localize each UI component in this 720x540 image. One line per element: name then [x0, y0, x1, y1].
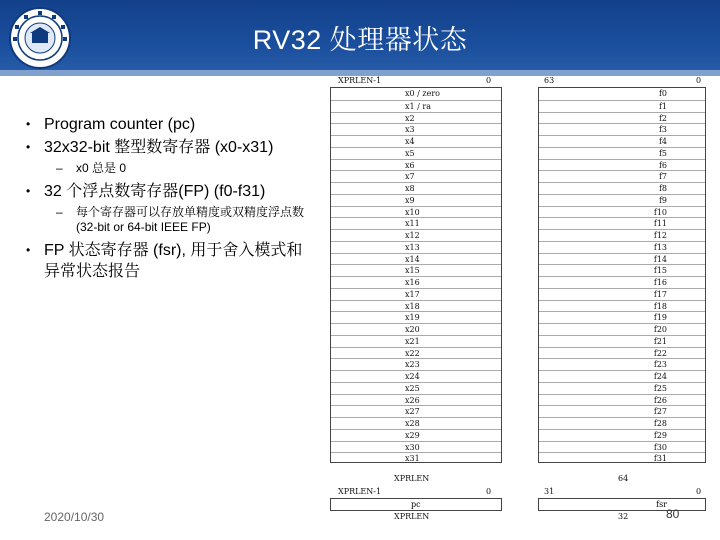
fp-register-cell: f13 [539, 241, 705, 253]
int-register-cell: x26 [331, 394, 501, 406]
fp-register-cell: f5 [539, 147, 705, 159]
int-register-cell: x6 [331, 159, 501, 171]
int-register-cell: x31 [331, 452, 501, 464]
fp-register-cell: f16 [539, 276, 705, 288]
int-register-cell: x25 [331, 382, 501, 394]
fp-register-cell: f1 [539, 100, 705, 112]
int-register-cell: x3 [331, 123, 501, 135]
sub-bullet-text: 每个寄存器可以存放单精度或双精度浮点数 (32-bit or 64-bit IEEE FP) [76, 205, 305, 234]
int-register-cell: x28 [331, 417, 501, 429]
register-diagram [322, 72, 712, 530]
fp-msb-label: 63 [544, 76, 555, 85]
bullet-text: Program counter (pc) [44, 116, 196, 133]
sub-bullet-text: x0 总是 0 [76, 161, 127, 175]
fp-register-file [538, 87, 706, 463]
bullet-fp-registers [26, 181, 316, 202]
fp-register-cell: f14 [539, 253, 705, 265]
int-register-cell: x11 [331, 217, 501, 229]
sub-bullet-dash: – [56, 205, 63, 219]
fp-lsb-label: 0 [696, 76, 702, 85]
int-register-cell: x10 [331, 206, 501, 218]
fp-register-cell: f31 [539, 452, 705, 464]
int-register-cell: x22 [331, 347, 501, 359]
int-register-cell: x17 [331, 288, 501, 300]
bullet-dot: • [26, 243, 31, 257]
bullet-dot: • [26, 117, 31, 131]
fp-register-cell: f15 [539, 264, 705, 276]
fp-register-cell: f10 [539, 206, 705, 218]
fp-register-cell: f3 [539, 123, 705, 135]
footer-date: 2020/10/30 [44, 510, 105, 524]
fp-register-cell: f28 [539, 417, 705, 429]
int-register-cell: x27 [331, 405, 501, 417]
sub-bullet-dash: – [56, 161, 63, 175]
fp-register-cell: f17 [539, 288, 705, 300]
fp-register-cell: f7 [539, 170, 705, 182]
page-number: 80 [666, 507, 680, 521]
fp-register-cell: f9 [539, 194, 705, 206]
int-lsb-label: 0 [486, 76, 492, 85]
fp-register-cell: f23 [539, 358, 705, 370]
int-register-cell: x4 [331, 135, 501, 147]
int-register-cell: x15 [331, 264, 501, 276]
int-register-file [330, 87, 502, 463]
fp-register-cell: f20 [539, 323, 705, 335]
fp-register-cell: f12 [539, 229, 705, 241]
fsr-register [538, 498, 706, 511]
fp-register-cell: f30 [539, 441, 705, 453]
bullet-dot: • [26, 140, 31, 154]
title-bar [0, 0, 720, 76]
fsr-register-label: fsr [656, 500, 667, 509]
int-register-cell: x18 [331, 300, 501, 312]
pc-register [330, 498, 502, 511]
pc-width-label: XPRLEN [394, 512, 430, 521]
fp-register-cell: f27 [539, 405, 705, 417]
int-register-cell: x29 [331, 429, 501, 441]
fp-register-cell: f8 [539, 182, 705, 194]
int-register-cell: x5 [331, 147, 501, 159]
bullet-text: FP 状态寄存器 (fsr), 用于舍入模式和异常状态报告 [44, 242, 303, 280]
fsr-msb-label: 31 [544, 487, 555, 496]
sub-bullet-fp-precision [26, 205, 316, 235]
sub-bullet-x0 [26, 161, 316, 176]
int-register-cell: x9 [331, 194, 501, 206]
int-register-cell: x20 [331, 323, 501, 335]
fp-register-cell: f25 [539, 382, 705, 394]
fp-register-cell: f26 [539, 394, 705, 406]
int-register-cell: x23 [331, 358, 501, 370]
fp-register-cell: f11 [539, 217, 705, 229]
bullet-text: 32 个浮点数寄存器(FP) (f0-f31) [44, 183, 266, 200]
int-register-cell: x13 [331, 241, 501, 253]
fp-register-cell: f24 [539, 370, 705, 382]
bullet-list [26, 114, 316, 284]
int-register-cell: x8 [331, 182, 501, 194]
fsr-lsb-label: 0 [696, 487, 702, 496]
int-register-cell: x24 [331, 370, 501, 382]
bullet-text: 32x32-bit 整型数寄存器 (x0-x31) [44, 139, 274, 156]
bullet-int-registers [26, 137, 316, 158]
int-register-cell: x12 [331, 229, 501, 241]
int-register-cell: x2 [331, 112, 501, 124]
bullet-pc [26, 114, 316, 135]
slide-title: RV32 处理器状态 [252, 25, 468, 55]
fp-register-cell: f0 [658, 89, 667, 98]
int-register-cell: x19 [331, 311, 501, 323]
bullet-dot: • [26, 184, 31, 198]
bullet-fsr [26, 240, 316, 282]
int-register-cell: x21 [331, 335, 501, 347]
int-register-cell: x0 / zero [405, 89, 440, 98]
fp-register-cell: f4 [539, 135, 705, 147]
int-width-label: XPRLEN [394, 474, 430, 483]
fp-register-cell: f29 [539, 429, 705, 441]
fp-register-cell: f6 [539, 159, 705, 171]
int-register-cell: x14 [331, 253, 501, 265]
pc-register-label: pc [411, 500, 421, 509]
pc-lsb-label: 0 [486, 487, 492, 496]
fp-register-cell: f18 [539, 300, 705, 312]
fp-register-cell: f21 [539, 335, 705, 347]
pc-msb-label: XPRLEN-1 [338, 487, 382, 496]
int-register-cell: x16 [331, 276, 501, 288]
int-register-cell: x1 / ra [331, 100, 501, 112]
int-register-cell: x30 [331, 441, 501, 453]
fp-width-label: 64 [618, 474, 629, 483]
fp-register-cell: f2 [539, 112, 705, 124]
int-msb-label: XPRLEN-1 [338, 76, 382, 85]
fp-register-cell: f22 [539, 347, 705, 359]
fp-register-cell: f19 [539, 311, 705, 323]
int-register-cell: x7 [331, 170, 501, 182]
fsr-width-label: 32 [618, 512, 629, 521]
